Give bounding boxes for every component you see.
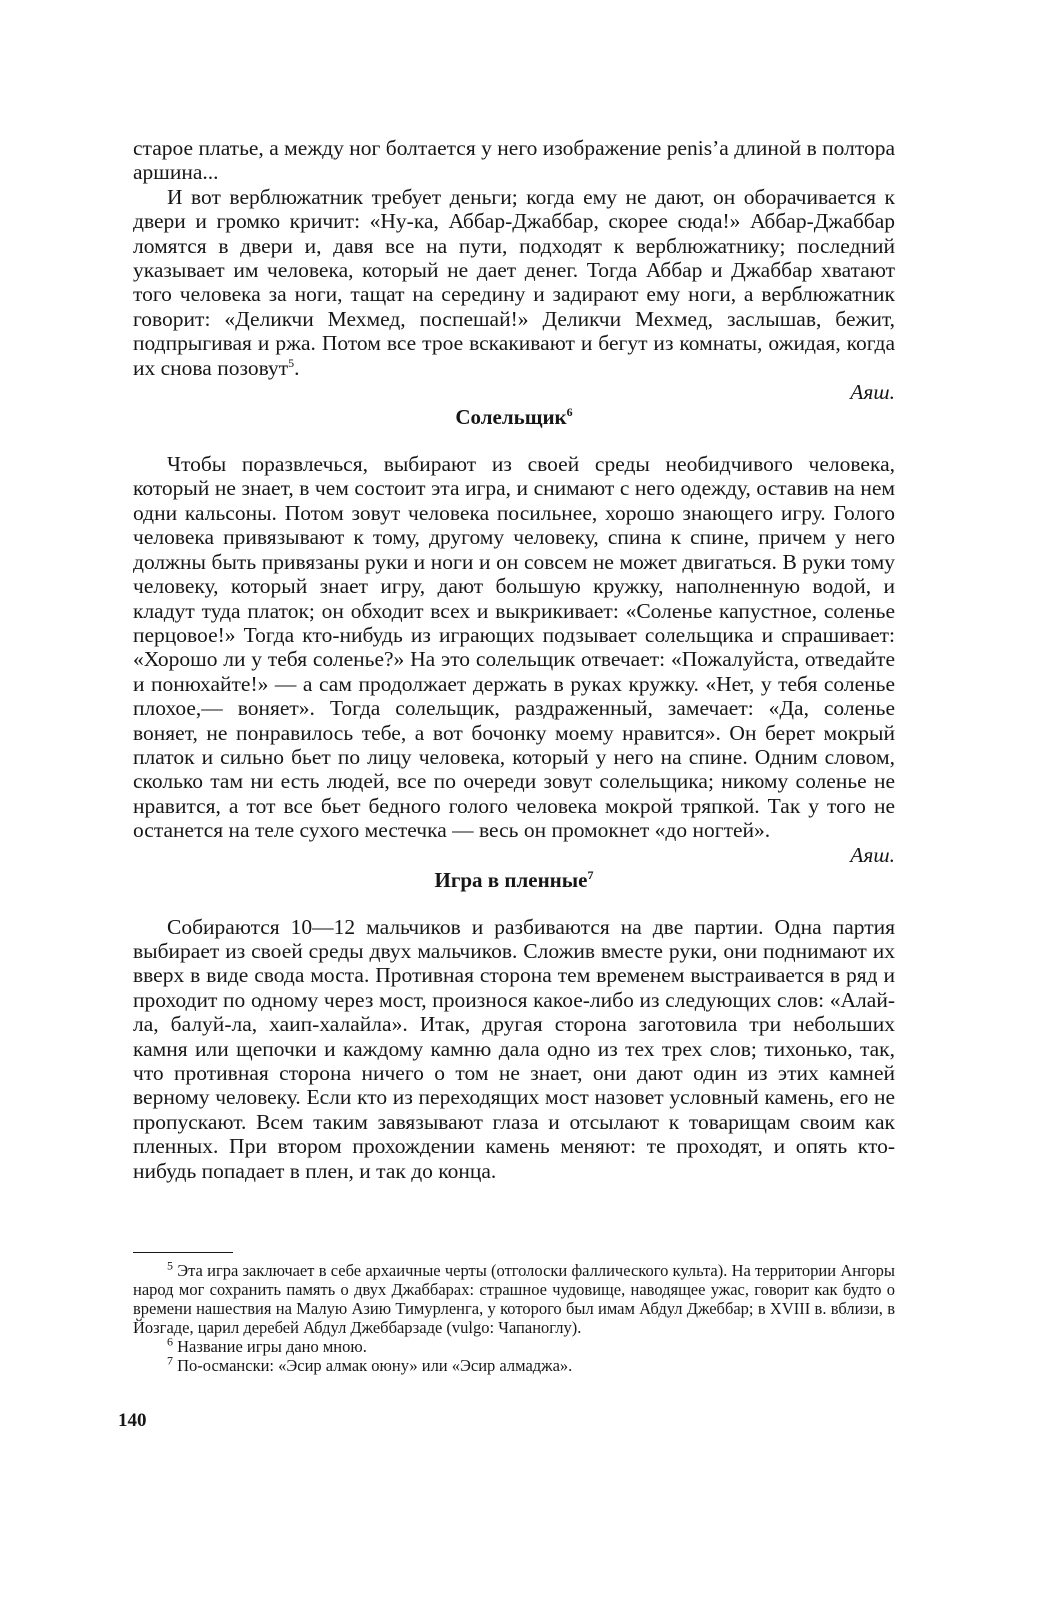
section-heading: Игра в пленные$^7$ xyxy=(434,867,594,892)
paragraph: Чтобы поразвлечься, выбирают из своей среды необидчивого человека, который не знает, в чем состоит эта игра, и снимают с него одежду, оставив на нем одни кальсоны. Потом зовут человека посильнее, хорошо знающего игру. Голого человека привязывают к тому, другому человеку, спина к спине, причем у него должны быть привязаны руки и ноги и он совсем не может двигаться. В руки тому человеку, который знает игру, дают большую кружку, наполненную водой, и кладут туда платок; он обходит всех и выкрикивает: «Соленье капустное, соленье перцовое!» Тогда кто-нибудь из играющих подзывает солельщика и спрашивает: «Хорошо ли у тебя соленье?» На это солельщик отвечает: «Пожалуйста, отведайте и понюхайте!» — а сам продолжает держать в руках кружку. «Нет, у тебя соленье плохое,— воняет». Тогда солельщик, раздраженный, замечает: «Да, соленье воняет, не понравилось тебе, а вот бочонку моему нравится». Он берет мокрый платок и сильно бьет по лицу человека, который у него на спине. Одним словом, сколько там ни есть людей, все по очереди зовут солельщика; никому соленье не нравится, а тот все бьет бедного голого человека мокрой тряпкой. Так у того не останется на теле сухого местечка — весь он промокнет «до ногтей». xyxy=(133,452,895,843)
paragraph-continued: старое платье, а между ног болтается у него изображение penis’а длиной в полтора аршина... xyxy=(133,136,895,185)
paragraph: И вот верблюжатник требует деньги; когда ему не дают, он оборачивается к двери и громко кричит: «Ну-ка, Аббар-Джаббар, скорее сюда!» Аббар-Джаббар ломятся в двери и, давя все на пути, подходят к верблюжатнику; последний указывает им человека, который не дает денег. Тогда Аббар и Джаббар хватают того человека за ноги, тащат на середину и задирают ему ноги, а верблюжатник говорит: «Деликчи Мехмед, поспешай!» Деликчи Мехмед, заслышав, бежит, подпрыгивая и ржа. Потом все трое вскакивают и бегут из комнаты, ожидая, когда их снова позовут$^5$. xyxy=(133,184,895,380)
page-number: 140 xyxy=(118,1410,147,1431)
footnote: $^7$ По-османски: «Эсир алмак оюну» или «Эсир алмаджа». xyxy=(167,1353,573,1375)
footnotes xyxy=(133,1252,895,1375)
footnote-ref: 6 xyxy=(566,405,573,420)
footnote-rule xyxy=(133,1252,233,1253)
footnote: $^5$ Эта игра заключает в себе архаичные черты (отголоски фаллического культа). На территории Ангоры народ мог сохранить память о двух Джаббарах: страшное чудовище, наводящее ужас, говорит как будто о времени нашествия на Малую Азию Тимурленга, у которого был имам Абдул Джеббар; в XVIII в. вблизи, в Йозгаде, царил деребей Абдул Джеббарзаде (vulgo: Чапаноглу). xyxy=(133,1258,896,1337)
signature-ayash: Аяш. xyxy=(850,842,895,867)
section-heading: Солельщик$^6$ xyxy=(455,405,573,430)
footnote: $^6$ Название игры дано мною. xyxy=(167,1334,367,1356)
footnote-ref: 5 xyxy=(288,355,295,370)
footnote-ref: 7 xyxy=(587,867,594,882)
main-text xyxy=(133,136,895,1183)
paragraph: Собираются 10—12 мальчиков и разбиваются на две партии. Одна партия выбирает из своей среды двух мальчиков. Сложив вместе руки, они поднимают их вверх в виде свода моста. Противная сторона тем временем выстраивается в ряд и проходит по одному через мост, произнося какое-либо из следующих слов: «Алай-ла, балуй-ла, хаип-халайла». Итак, другая сторона заготовила три небольших камня или щепочки и каждому камню дала одно из тех трех слов; тихонько, так, что противная сторона ничего о том не знает, они дают один из этих камней верному человеку. Если кто из переходящих мост назовет условный камень, его не пропускают. Всем таким завязывают глаза и отсылают к товарищам своим как пленных. При втором прохождении камень меняют: те проходят, и опять кто-нибудь попадает в плен, и так до конца. xyxy=(133,914,895,1183)
signature-ayash: Аяш. xyxy=(850,380,895,405)
